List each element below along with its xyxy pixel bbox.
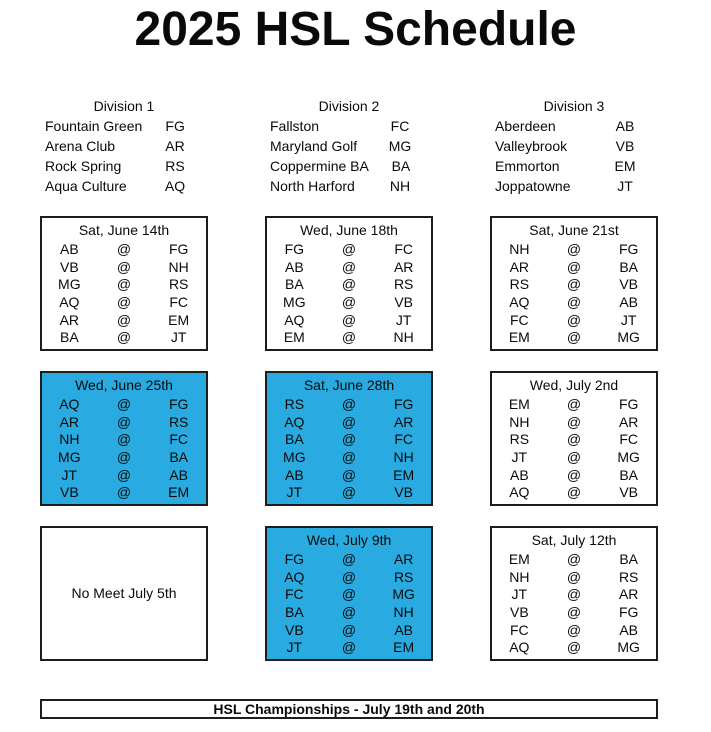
home-team: FG [618,395,639,412]
home-team: VB [394,293,413,310]
matchup-row [267,568,431,586]
away-team: EM [508,550,530,567]
division-1-team-list [40,116,208,196]
home-team: FG [168,395,189,412]
championships-banner: HSL Championships - July 19th and 20th [40,699,658,719]
matchup-row [267,311,431,329]
matchup-row [492,603,656,621]
away-team: AQ [509,639,530,656]
away-team: EM [508,395,530,412]
matchup-row [267,258,431,276]
division-2-team-list [265,116,433,196]
meet-box [490,371,658,506]
away-team: AR [509,258,530,275]
at-symbol: @ [341,329,357,346]
matchup-row [492,413,656,431]
matchup-row [42,240,206,258]
home-team: RS [393,568,414,585]
home-team: AB [394,621,413,638]
team-row [490,156,658,176]
matchup-row [267,328,431,346]
at-symbol: @ [116,240,132,257]
matchup-row [492,568,656,586]
at-symbol: @ [341,413,357,430]
meet-box-title: Sat, June 28th [303,377,395,393]
home-team: FG [618,603,639,620]
home-team: MG [617,329,640,346]
at-symbol: @ [566,258,582,275]
home-team: BA [619,258,638,275]
schedule-grid [40,216,658,661]
away-team: AQ [284,311,305,328]
team-name: Emmorton [495,158,560,174]
at-symbol: @ [566,329,582,346]
home-team: FC [619,431,638,448]
team-name: Aqua Culture [45,178,127,194]
away-team: MG [58,448,81,465]
away-team: NH [509,413,530,430]
division-1-header: Division 1 [93,98,155,114]
meet-box [40,371,208,506]
at-symbol: @ [566,466,582,483]
team-code: VB [615,138,635,154]
at-symbol: @ [341,639,357,656]
divisions-section [40,96,658,196]
away-team: RS [509,276,530,293]
home-team: BA [169,448,188,465]
team-code: NH [389,178,411,194]
team-name: Rock Spring [45,158,122,174]
away-team: AQ [284,413,305,430]
matchup-row [267,585,431,603]
team-code: RS [165,158,185,174]
away-team: JT [286,639,303,656]
at-symbol: @ [341,586,357,603]
matchup-row [492,550,656,568]
matchup-row [492,621,656,639]
meet-box [265,371,433,506]
meet-box-title: Sat, June 21st [529,222,619,238]
matchup-row [42,328,206,346]
home-team: RS [618,568,639,585]
away-team: NH [59,431,80,448]
home-team: AB [169,466,188,483]
matchup-row [42,311,206,329]
away-team: AB [509,466,529,483]
home-team: RS [168,413,189,430]
home-team: VB [619,276,638,293]
at-symbol: @ [566,448,582,465]
team-name: Joppatowne [495,178,571,194]
away-team: AQ [284,568,305,585]
home-team: RS [168,276,189,293]
home-team: NH [393,329,414,346]
home-team: NH [168,258,189,275]
at-symbol: @ [566,586,582,603]
team-code: FG [165,118,185,134]
home-team: FC [394,240,413,257]
at-symbol: @ [341,484,357,501]
away-team: FG [284,550,305,567]
home-team: AR [618,413,639,430]
matchup-row [492,638,656,656]
at-symbol: @ [116,466,132,483]
at-symbol: @ [341,276,357,293]
away-team: EM [283,329,305,346]
matchup-row [492,258,656,276]
away-team: FC [284,586,304,603]
meet-box [490,526,658,661]
at-symbol: @ [116,276,132,293]
away-team: FC [509,621,529,638]
away-team: MG [58,276,81,293]
meet-box-title: Sat, July 12th [531,532,617,548]
matchup-row [267,550,431,568]
home-team: FC [169,293,188,310]
at-symbol: @ [341,431,357,448]
at-symbol: @ [566,484,582,501]
team-name: Arena Club [45,138,116,154]
division-1 [40,96,208,196]
matchup-row [492,293,656,311]
matchup-row [492,240,656,258]
home-team: AR [393,258,414,275]
home-team: JT [170,329,187,346]
team-row [490,176,658,196]
away-team: EM [508,329,530,346]
at-symbol: @ [116,395,132,412]
home-team: MG [392,586,415,603]
division-3 [490,96,658,196]
home-team: JT [395,311,412,328]
meet-box [265,526,433,661]
matchup-row [492,585,656,603]
away-team: BA [59,329,79,346]
matchup-row [267,603,431,621]
home-team: AR [393,413,414,430]
team-name: Maryland Golf [270,138,358,154]
away-team: AB [284,258,304,275]
matchup-row [267,413,431,431]
at-symbol: @ [341,448,357,465]
matchup-row [267,466,431,484]
away-team: AB [59,240,79,257]
at-symbol: @ [116,448,132,465]
team-code: AQ [164,178,186,194]
home-team: AB [619,293,638,310]
away-team: JT [511,448,528,465]
at-symbol: @ [116,293,132,310]
at-symbol: @ [566,568,582,585]
meet-box [490,216,658,351]
home-team: MG [617,448,640,465]
away-team: JT [511,586,528,603]
at-symbol: @ [116,258,132,275]
away-team: BA [284,431,304,448]
at-symbol: @ [116,413,132,430]
matchup-row [42,275,206,293]
at-symbol: @ [566,550,582,567]
at-symbol: @ [341,293,357,310]
home-team: VB [394,484,413,501]
team-code: AB [615,118,635,134]
away-team: JT [286,484,303,501]
away-team: NH [509,568,530,585]
team-row [265,176,433,196]
matchup-row [42,448,206,466]
at-symbol: @ [116,311,132,328]
at-symbol: @ [116,431,132,448]
at-symbol: @ [341,311,357,328]
matchup-row [492,448,656,466]
at-symbol: @ [341,568,357,585]
division-2 [265,96,433,196]
team-code: MG [388,138,412,154]
home-team: EM [168,484,190,501]
matchup-row [42,430,206,448]
at-symbol: @ [341,603,357,620]
home-team: EM [393,466,415,483]
no-meet-text: No Meet July 5th [71,585,177,601]
home-team: AB [619,621,638,638]
team-row [40,156,208,176]
at-symbol: @ [341,240,357,257]
away-team: JT [61,466,78,483]
away-team: AR [59,413,80,430]
team-row [265,136,433,156]
home-team: FC [394,431,413,448]
team-code: EM [614,158,636,174]
team-row [265,116,433,136]
team-name: Fountain Green [45,118,143,134]
at-symbol: @ [566,276,582,293]
team-row [265,156,433,176]
at-symbol: @ [566,240,582,257]
at-symbol: @ [566,639,582,656]
away-team: AR [59,311,80,328]
at-symbol: @ [566,603,582,620]
away-team: MG [283,448,306,465]
team-row [40,176,208,196]
matchup-row [42,413,206,431]
home-team: VB [619,484,638,501]
meet-box [40,216,208,351]
matchup-row [42,258,206,276]
away-team: AQ [509,484,530,501]
matchup-row [267,395,431,413]
matchup-row [492,328,656,346]
matchup-row [267,293,431,311]
at-symbol: @ [341,395,357,412]
at-symbol: @ [566,311,582,328]
team-name: Coppermine BA [270,158,369,174]
matchup-row [42,466,206,484]
meet-box-title: Sat, June 14th [78,222,170,238]
matchup-row [42,395,206,413]
home-team: JT [620,311,637,328]
away-team: RS [509,431,530,448]
matchup-row [267,483,431,501]
away-team: VB [284,621,304,638]
at-symbol: @ [341,466,357,483]
team-name: Valleybrook [495,138,568,154]
at-symbol: @ [341,550,357,567]
page-title: 2025 HSL Schedule [134,3,577,56]
home-team: FG [168,240,189,257]
team-code: BA [391,158,411,174]
matchup-row [267,240,431,258]
team-row [490,116,658,136]
away-team: RS [284,395,305,412]
at-symbol: @ [566,431,582,448]
home-team: AR [618,586,639,603]
team-code: FC [390,118,410,134]
home-team: AR [393,550,414,567]
matchup-row [492,483,656,501]
home-team: FC [169,431,188,448]
matchup-row [42,483,206,501]
meet-box [265,216,433,351]
at-symbol: @ [566,395,582,412]
away-team: VB [59,484,79,501]
away-team: VB [509,603,529,620]
home-team: EM [393,639,415,656]
home-team: BA [619,466,638,483]
team-row [490,136,658,156]
division-2-header: Division 2 [318,98,380,114]
team-row [40,136,208,156]
home-team: NH [393,448,414,465]
matchup-row [267,621,431,639]
matchup-row [267,430,431,448]
at-symbol: @ [566,413,582,430]
matchup-row [492,395,656,413]
away-team: AQ [59,395,80,412]
division-3-team-list [490,116,658,196]
team-name: North Harford [270,178,355,194]
away-team: FC [509,311,529,328]
matchup-row [492,430,656,448]
matchup-row [492,311,656,329]
matchup-row [267,275,431,293]
home-team: EM [168,311,190,328]
meet-box-title: Wed, June 25th [75,377,173,393]
away-team: AB [284,466,304,483]
away-team: VB [59,258,79,275]
division-3-header: Division 3 [543,98,605,114]
matchup-row [492,275,656,293]
home-team: RS [393,276,414,293]
away-team: BA [284,276,304,293]
away-team: MG [283,293,306,310]
away-team: AQ [509,293,530,310]
home-team: FG [393,395,414,412]
home-team: NH [393,603,414,620]
team-name: Fallston [270,118,320,134]
at-symbol: @ [341,621,357,638]
no-meet-box [40,526,208,661]
away-team: AQ [59,293,80,310]
team-code: AR [165,138,185,154]
matchup-row [492,466,656,484]
matchup-row [267,638,431,656]
at-symbol: @ [116,329,132,346]
meet-box-title: Wed, July 9th [306,532,392,548]
home-team: FG [618,240,639,257]
home-team: BA [619,550,638,567]
team-code: JT [617,178,633,194]
away-team: FG [284,240,305,257]
matchup-row [42,293,206,311]
home-team: MG [617,639,640,656]
at-symbol: @ [566,621,582,638]
away-team: BA [284,603,304,620]
at-symbol: @ [566,293,582,310]
meet-box-title: Wed, July 2nd [529,377,619,393]
at-symbol: @ [341,258,357,275]
team-row [40,116,208,136]
meet-box-title: Wed, June 18th [300,222,398,238]
team-name: Aberdeen [495,118,556,134]
at-symbol: @ [116,484,132,501]
away-team: NH [509,240,530,257]
matchup-row [267,448,431,466]
